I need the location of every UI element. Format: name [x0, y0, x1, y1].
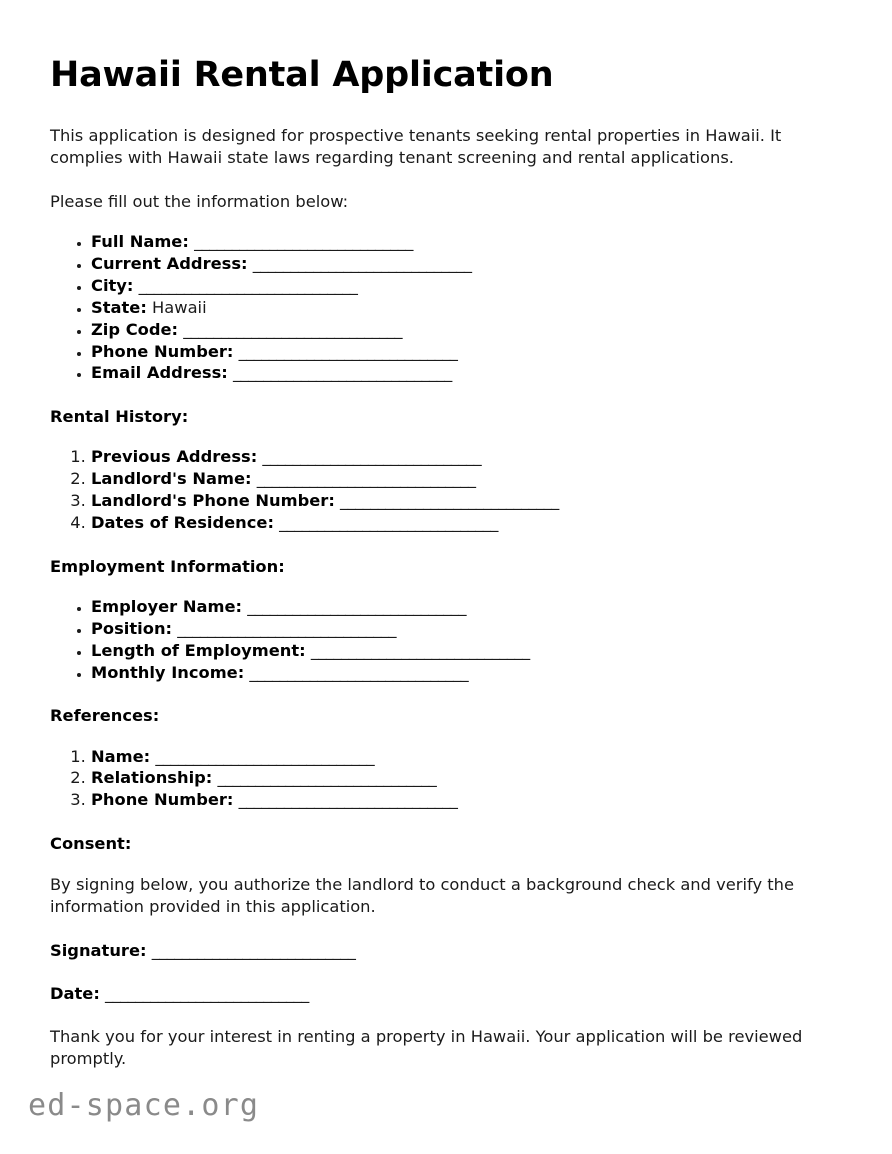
- site-watermark: ed-space.org: [28, 1088, 260, 1123]
- field-blank[interactable]: _____________________________: [155, 746, 375, 766]
- section-heading-references: References:: [50, 706, 160, 726]
- field-blank[interactable]: _____________________________: [217, 768, 437, 788]
- field-blank[interactable]: _____________________________: [340, 491, 559, 511]
- section-heading-rental-history: Rental History:: [50, 407, 189, 427]
- field-label: Dates of Residence:: [91, 512, 274, 532]
- list-item: [91, 790, 850, 811]
- field-label: Previous Address:: [91, 447, 258, 467]
- field-label: Phone Number:: [91, 790, 234, 810]
- list-item: [91, 298, 850, 319]
- list-item: [91, 320, 850, 341]
- section-heading-employment: Employment Information:: [50, 556, 285, 576]
- field-blank[interactable]: _____________________________: [232, 363, 452, 383]
- list-item: [91, 254, 850, 275]
- list-item: [91, 363, 850, 384]
- field-label: Landlord's Phone Number:: [91, 491, 335, 511]
- page-title: Hawaii Rental Application: [50, 55, 554, 95]
- field-label: Length of Employment:: [91, 640, 306, 660]
- list-item: [91, 663, 850, 684]
- signature-line: [50, 940, 850, 961]
- field-label: Employer Name:: [91, 597, 242, 616]
- field-blank[interactable]: _____________________________: [177, 618, 396, 638]
- field-blank[interactable]: _____________________________: [252, 254, 472, 274]
- consent-paragraph: By signing below, you authorize the landlord to conduct a background check and verify the information provided in this application.: [50, 875, 794, 917]
- field-blank[interactable]: _____________________________: [138, 275, 358, 295]
- intro-paragraph: This application is designed for prospective tenants seeking rental properties in Hawaii. It complies with Hawaii state laws regarding tenant screening and rental applications.: [50, 126, 782, 167]
- field-blank[interactable]: _____________________________: [247, 597, 466, 616]
- field-blank[interactable]: _____________________________: [279, 512, 498, 532]
- list-item: [91, 447, 850, 468]
- list-item: [91, 469, 850, 490]
- document-body: [50, 56, 850, 1091]
- field-label: Email Address:: [91, 363, 228, 383]
- section-heading-consent: Consent:: [50, 834, 132, 854]
- field-label: Name:: [91, 746, 151, 766]
- field-label: Full Name:: [91, 232, 189, 252]
- field-label: Phone Number:: [91, 341, 234, 361]
- list-item: [91, 619, 850, 640]
- date-line: [50, 983, 850, 1004]
- field-blank[interactable]: _____________________________: [310, 640, 530, 660]
- signature-label: Signature:: [50, 940, 147, 960]
- list-item: [91, 768, 850, 789]
- field-blank[interactable]: _____________________________: [262, 447, 482, 467]
- rental-history-list: [50, 447, 850, 533]
- list-item: [91, 232, 850, 253]
- list-item: [91, 276, 850, 297]
- date-label: Date:: [50, 983, 100, 1003]
- field-label: Monthly Income:: [91, 662, 245, 682]
- instruction-paragraph: Please fill out the information below:: [50, 191, 349, 211]
- personal-info-list: [50, 232, 850, 384]
- field-blank[interactable]: _____________________________: [238, 790, 458, 810]
- field-label: Current Address:: [91, 254, 248, 274]
- closing-paragraph: Thank you for your interest in renting a property in Hawaii. Your application will be reviewed promptly.: [50, 1027, 803, 1068]
- list-item: [91, 747, 850, 768]
- list-item: [91, 491, 850, 512]
- field-blank[interactable]: _____________________________: [249, 662, 469, 682]
- employment-list: [50, 597, 850, 683]
- field-label: City:: [91, 275, 134, 295]
- field-label: Relationship:: [91, 768, 213, 788]
- list-item: [91, 513, 850, 534]
- field-blank[interactable]: _____________________________: [183, 319, 402, 339]
- field-label: Zip Code:: [91, 319, 179, 339]
- field-label: Landlord's Name:: [91, 469, 252, 489]
- field-blank[interactable]: _____________________________: [256, 469, 476, 489]
- references-list: [50, 747, 850, 812]
- list-item: [91, 597, 850, 618]
- field-blank[interactable]: _____________________________: [238, 341, 458, 361]
- field-blank[interactable]: _____________________________: [194, 232, 413, 252]
- list-item: [91, 641, 850, 662]
- list-item: [91, 342, 850, 363]
- field-value: Hawaii: [152, 297, 207, 317]
- field-label: State:: [91, 297, 147, 317]
- field-label: Position:: [91, 618, 173, 638]
- date-blank[interactable]: ___________________________: [105, 983, 309, 1003]
- signature-blank[interactable]: ___________________________: [151, 940, 356, 960]
